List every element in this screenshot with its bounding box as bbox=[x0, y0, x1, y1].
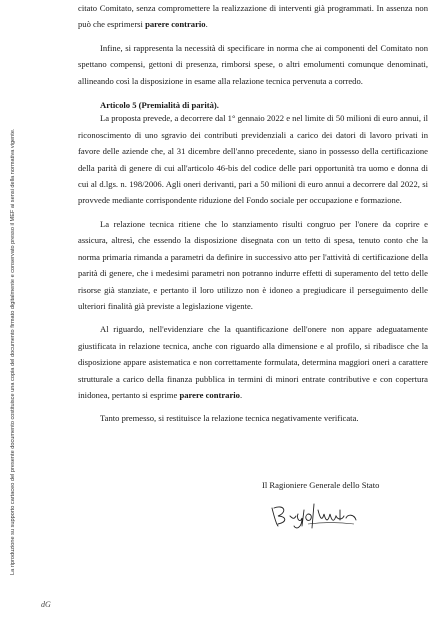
handwritten-signature bbox=[268, 500, 358, 530]
paragraph-continuation bbox=[78, 0, 428, 33]
signatory-title: Il Ragioniere Generale dello Stato bbox=[262, 480, 380, 490]
paragraph-end: . bbox=[239, 389, 243, 400]
digital-copy-notice-text: La riproduzione su supporto cartaceo del presente documento costituisce una copia del documento firmato digitalmente e conservato presso il MEF ai sensi della normativa vigente. bbox=[10, 128, 16, 575]
digital-copy-notice bbox=[0, 0, 22, 617]
paragraph-committee: Infine, si rappresenta la necessità di specificare in norma che ai componenti del Comitato non spettano compensi, gettoni di presenza, rimborsi spese, o altri emolumenti comunque denominati, allineando così la disposizione in esame alla relazione tecnica pervenuta a corredo. bbox=[78, 42, 428, 86]
opinion-bold: parere contrario bbox=[145, 19, 206, 30]
paragraph-conclusion: Tanto premesso, si restituisce la relazione tecnica negativamente verificata. bbox=[100, 413, 359, 424]
paragraph-proposal: La proposta prevede, a decorrere dal 1° gennaio 2022 e nel limite di 50 milioni di euro annui, il riconoscimento di uno sgravio dei contributi previdenziali a carico dei datori di lavoro privati in favore delle aziende che, al 31 dicembre dell'anno precedente, siano in possesso della certificazione della parità di genere di cui all'articolo 46-bis del codice delle pari opportunità tra uomo e donna di cui al d.lgs. n. 198/2006. Agli oneri derivanti, pari a 50 milioni di euro annui a decorrere dal 2022, si provvede mediante corrispondente riduzione del Fondo sociale per occupazione e formazione. bbox=[78, 113, 428, 206]
opinion-bold: parere contrario bbox=[179, 389, 240, 400]
paragraph-assessment-text: Al riguardo, nell'evidenziare che la quantificazione dell'onere non appare adeguatamente giustificata in relazione tecnica, anche con riguardo alla dimensione e al profilo, si ribadisce che la disposizione appare asistematica e non correttamente formulata, determina maggiori oneri a carattere strutturale a carico della finanza pubblica in termini di minori entrate contributive e con copertura inidonea, pertanto si esprime bbox=[78, 324, 428, 400]
paragraph-end: . bbox=[205, 19, 208, 30]
paragraph-technical-report: La relazione tecnica ritiene che lo stanziamento risulti congruo per l'onere da coprire e assicura, altresì, che essendo la disposizione disegnata con un tetto di spesa, tenuto conto che la norma primaria rimanda a parametri da definire in successivo atto per l'attività di certificazione della parità di genere, che i medesimi parametri non potranno indurre effetti di superamento del tetto delle risorse già stanziate, e pertanto il loro utilizzo non è idoneo a pregiudicare il perseguimento delle ulteriori finalità già previste a legislazione vigente. bbox=[78, 218, 428, 311]
author-initials: dG bbox=[41, 600, 51, 609]
paragraph-continuation-text: citato Comitato, senza compromettere la realizzazione di interventi già programmati. In assenza non può che esprimersi bbox=[78, 3, 428, 30]
document-body bbox=[78, 0, 428, 427]
paragraph-assessment bbox=[78, 321, 428, 403]
article-heading: Articolo 5 (Premialità di parità). bbox=[100, 100, 219, 111]
